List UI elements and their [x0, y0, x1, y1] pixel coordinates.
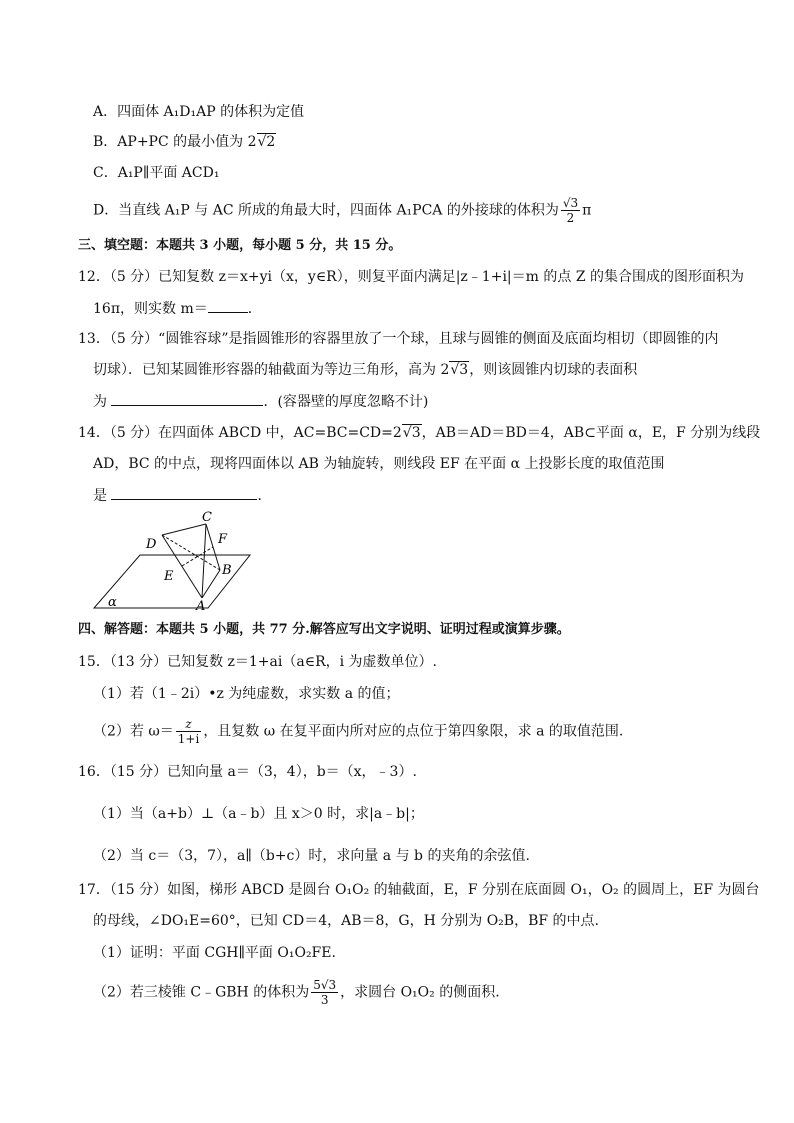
q16-part1: （1）当（a+b）⊥（a﹣b）且 x＞0 时，求|a﹣b|；: [93, 806, 424, 822]
option-b: [93, 132, 276, 152]
q12-line1: 12．（5 分）已知复数 z＝x+yi（x，y∈R），则复平面内满足|z﹣1+i|＝m 的点 Z 的集合围成的图形面积为: [78, 269, 744, 285]
option-a: A．四面体 A₁D₁AP 的体积为定值: [93, 104, 305, 120]
tetrahedron-figure: [90, 510, 270, 615]
q17-part2: （2）若三棱锥 C﹣GBH 的体积为 $\frac{5√3}{3}$ ，求圆台 O₁O₂ 的侧面积.: [93, 978, 500, 1007]
q14-line3: 是 ．: [93, 485, 271, 506]
option-d-text: D．当直线 A₁P 与 AC 所成的角最大时，四面体 A₁PCA 的外接球的体积为: [93, 202, 559, 219]
q13-line3: 为 ．(容器壁的厚度忽略不计): [93, 391, 428, 412]
q16-line1: 16．（15 分）已知向量 a＝（3，4），b＝（x，﹣3）.: [78, 764, 417, 780]
q14-line2: AD，BC 的中点，现将四面体以 AB 为轴旋转，则线段 EF 在平面 α 上投影长度的取值范围: [93, 456, 665, 472]
label-c: C: [202, 510, 212, 525]
answer-blank[interactable]: [208, 298, 248, 313]
edge-ab: [202, 570, 220, 598]
section-4-heading: 四、解答题：本题共 5 小题，共 77 分.解答应写出文字说明、证明过程或演算步骤。: [78, 622, 570, 637]
omega-fraction: $\frac{z}{1+i}$: [177, 717, 200, 746]
q15-part2: （2）若 ω＝ $\frac{z}{1+i}$ ，且复数 ω 在复平面内所对应的点位于第四象限，求 a 的取值范围.: [93, 717, 624, 746]
q15-line1: 15．（13 分）已知复数 z＝1+ai（a∈R，i 为虚数单位）.: [78, 654, 437, 670]
edge-dc: [162, 524, 206, 535]
edge-da: [162, 535, 202, 598]
q14-radical: √3: [402, 425, 421, 441]
q13-radical: √3: [450, 362, 469, 378]
option-d-pi: π: [582, 202, 592, 219]
q17-line2: 的母线，∠DO₁E=60°，已知 CD＝4，AB＝8，G，H 分别为 O₂B，BF 的中点.: [93, 913, 599, 929]
label-a: A: [196, 599, 206, 614]
label-e: E: [164, 569, 174, 584]
q17-line1: 17．（15 分）如图，梯形 ABCD 是圆台 O₁O₂ 的轴截面，E，F 分别在底面圆 O₁，O₂ 的圆周上，EF 为圆台: [78, 882, 760, 898]
volume-fraction: $\frac{5√3}{3}$: [313, 978, 337, 1007]
q13-line1: 13．（5 分）“圆锥容球”是指圆锥形的容器里放了一个球，且球与圆锥的侧面及底面均相切（即圆锥的内: [78, 331, 719, 347]
option-d-fraction: $\frac{√3}{2}$: [562, 196, 579, 225]
q14-line1: 14．（5 分）在四面体 ABCD 中，AC=BC=CD=2√3，AB＝AD＝BD＝4，AB⊂平面 α，E，F 分别为线段: [78, 425, 761, 441]
answer-blank[interactable]: [111, 485, 257, 500]
q12-line2: 16π，则实数 m＝ ．: [93, 298, 262, 319]
option-b-text: B．AP+PC 的最小值为 2: [93, 134, 257, 150]
option-c: C．A₁P∥平面 ACD₁: [93, 165, 220, 181]
q13-line2: 切球）．已知某圆锥形容器的轴截面为等边三角形，高为 2√3，则该圆锥内切球的表面积: [93, 362, 638, 378]
answer-blank[interactable]: [111, 391, 263, 406]
q15-part1: （1）若（1﹣2i）•z 为纯虚数，求实数 a 的值；: [93, 686, 400, 702]
label-f: F: [218, 532, 228, 547]
option-b-radical: √2: [257, 134, 276, 150]
option-d: [93, 196, 591, 225]
q16-part2: （2）当 c＝（3，7），a∥（b+c）时，求向量 a 与 b 的夹角的余弦值.: [93, 848, 530, 864]
label-alpha: α: [108, 595, 117, 610]
q17-part1: （1）证明：平面 CGH∥平面 O₁O₂FE.: [93, 945, 336, 961]
section-3-heading: 三、填空题：本题共 3 小题，每小题 5 分，共 15 分。: [78, 238, 402, 253]
label-d: D: [146, 537, 157, 552]
label-b: B: [222, 563, 232, 578]
